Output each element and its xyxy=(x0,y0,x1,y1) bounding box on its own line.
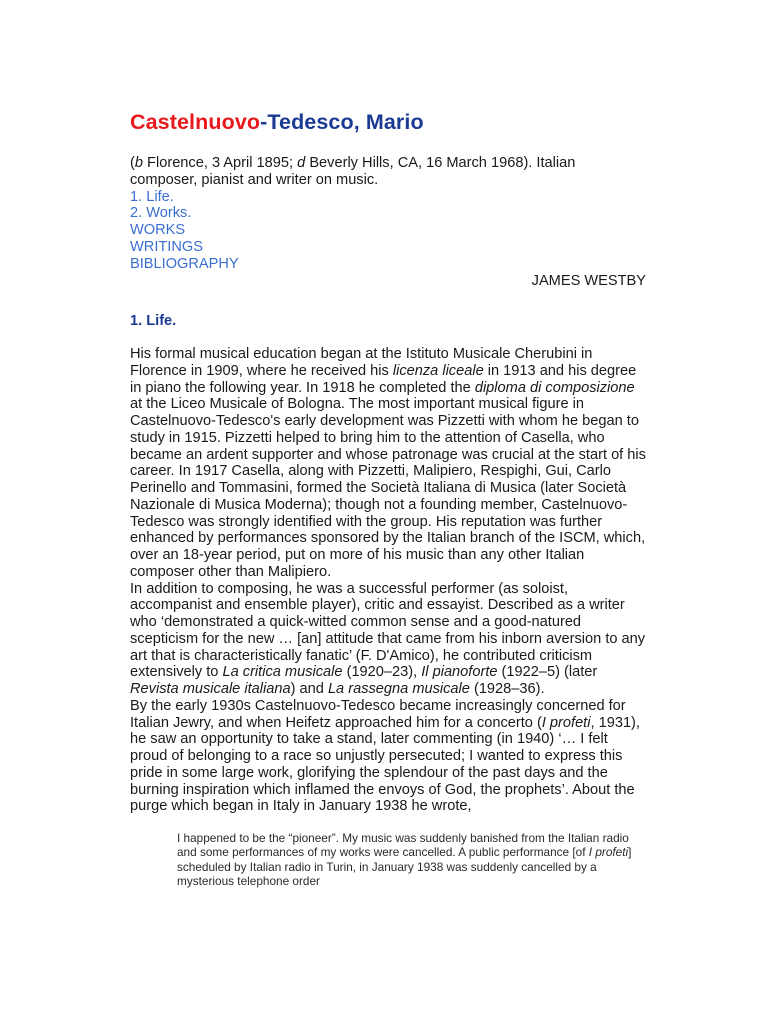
toc-link-works[interactable]: 2. Works. xyxy=(130,205,192,222)
text-run: By the early 1930s Castelnuovo-Tedesco became increasingly concerned for Italian Jewry, and when Heifetz approached him for a concerto ( xyxy=(130,697,626,731)
title-rest: -Tedesco, Mario xyxy=(260,110,424,134)
text-run: I happened to be the “pioneer”. My music was suddenly banished from the Italian radio and some performances of my works were cancelled. A public performance [of xyxy=(177,831,629,860)
toc-link-writings[interactable]: WRITINGS xyxy=(130,239,203,256)
italic-title: La rassegna musicale xyxy=(327,681,470,698)
text-run: ) and xyxy=(290,681,328,698)
death-info: Beverly Hills, CA, 16 March 1968). Italian composer, pianist and writer on music. xyxy=(130,155,576,188)
toc-link-bibliography[interactable]: BIBLIOGRAPHY xyxy=(130,256,239,273)
text-run: at the Liceo Musicale of Bologna. The most important musical figure in Castelnuovo-Tedesco's early development was Pizzetti with whom he began to study in 1915. Pizzetti helped to bring him to the attention of Casella, who became an ardent supporter and whose patronage was crucial at the start of his career. In 1917 Casella, along with Pizzetti, Malipiero, Respighi, Gui, Carlo Perinello and Tommasini, formed the Società Italiana di Musica (later Società Nazionale di Musica Moderna); though not a founding member, Castelnuovo-Tedesco was strongly identified with the group. His reputation was further enhanced by performances sponsored by the Italian branch of the ISCM, which, over an 18-year period, put on more of his music than any other Italian composer other than Malipiero. xyxy=(130,396,646,580)
italic-term: diploma di composizione xyxy=(474,379,635,396)
italic-term: licenza liceale xyxy=(392,362,484,379)
title-surname: Castelnuovo xyxy=(130,110,261,134)
italic-title: I profeti xyxy=(541,714,591,731)
italic-title: La critica musicale xyxy=(222,664,343,681)
text-run: , 1931), he saw an opportunity to take a stand, later commenting (in 1940) ‘… I felt proud of belonging to a race so unjustly persecuted; I wanted to express this pride in some large work, glorifying the splendour of the past days and the burning inspiration which inflamed the envoys of God, the prophets’. About the purge which began in Italy in January 1938 he wrote, xyxy=(130,714,640,815)
text-run: in 1913 and his degree in piano the following year. In 1918 he completed the xyxy=(130,362,637,396)
italic-title: Il pianoforte xyxy=(421,664,498,681)
died-abbrev: d xyxy=(297,155,306,171)
author-name: JAMES WESTBY xyxy=(531,273,646,290)
italic-title: Revista musicale italiana xyxy=(130,681,291,698)
birth-info: Florence, 3 April 1895; xyxy=(143,155,298,171)
paragraph-performer-critic xyxy=(130,581,646,698)
toc-link-life[interactable]: 1. Life. xyxy=(130,188,174,205)
text-run: His formal musical education began at the Istituto Musicale Cherubini in Florence in 1909, where he received his xyxy=(130,346,593,379)
text-run: (1920–23), xyxy=(342,664,422,681)
life-section-body xyxy=(130,346,646,815)
text-run: In addition to composing, he was a successful performer (as soloist, accompanist and ensemble player), critic and essayist. Described as a writer who ‘demonstrated a quick-witted common sense and a good-natured scepticism for the new … [an] attitude that came from his inborn aversion to any art that is characteristically fanatic’ (F. D'Amico), he contributed criticism extensively to xyxy=(130,580,646,681)
section-heading-life: 1. Life. xyxy=(130,313,177,330)
italic-title: I profeti xyxy=(588,845,629,860)
table-of-contents xyxy=(130,189,646,274)
toc-link-works-list[interactable]: WORKS xyxy=(130,222,186,239)
paragraph-jewry xyxy=(130,698,646,815)
text-run: (1928–36). xyxy=(469,681,545,698)
page-title xyxy=(130,108,646,136)
born-abbrev: b xyxy=(134,155,143,171)
text-run: (1922–5) (later xyxy=(497,664,598,681)
intro-paragraph: (b Florence, 3 April 1895; d Beverly Hills, CA, 16 March 1968). Italian composer, pianist and writer on music. xyxy=(130,155,576,188)
block-quote xyxy=(177,831,646,888)
article-page xyxy=(130,108,646,888)
paragraph-education xyxy=(130,346,646,581)
text-run: ] scheduled by Italian radio in Turin, in January 1938 was suddenly cancelled by a mysterious telephone order xyxy=(177,845,632,888)
